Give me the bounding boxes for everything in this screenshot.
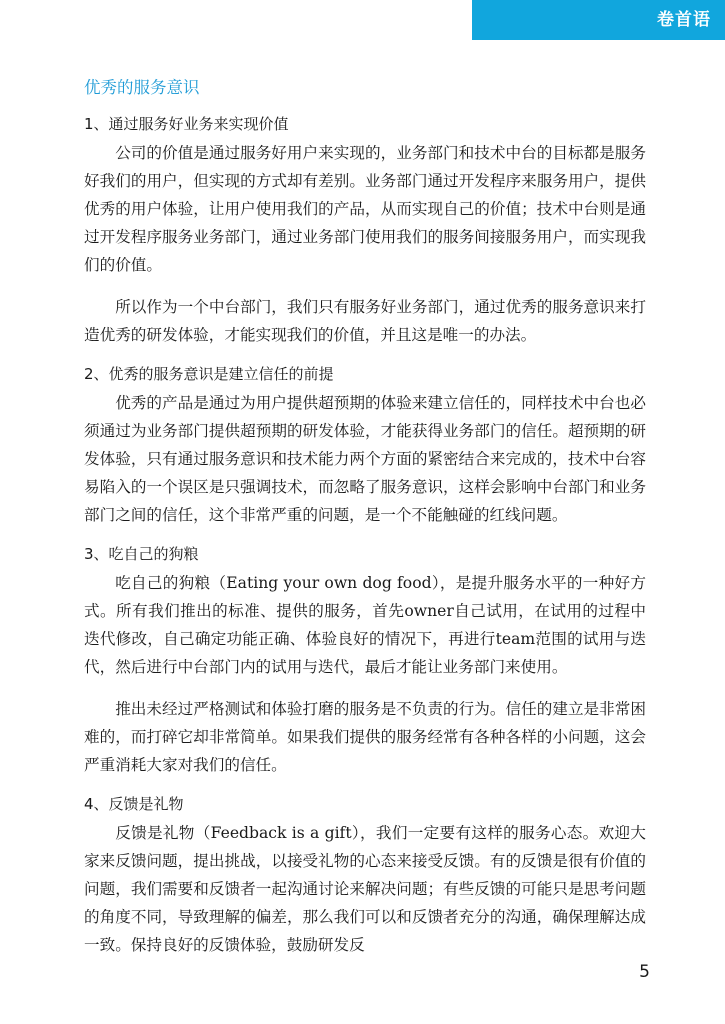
chapter-tab: 卷首语 [472,0,725,40]
subsection-1 [84,112,646,349]
paragraph: 所以作为一个中台部门，我们只有服务好业务部门，通过优秀的服务意识来打造优秀的研发体验，才能实现我们的价值，并且这是唯一的办法。 [84,298,646,344]
subsection-heading: 3、吃自己的狗粮 [84,545,199,563]
section-title: 优秀的服务意识 [84,78,200,97]
page-number: 5 [639,962,650,982]
subsection-3 [84,542,646,779]
subsection-heading: 4、反馈是礼物 [84,795,184,813]
subsection-heading: 1、通过服务好业务来实现价值 [84,115,289,133]
paragraph: 优秀的产品是通过为用户提供超预期的体验来建立信任的，同样技术中台也必须通过为业务部门提供超预期的研发体验，才能获得业务部门的信任。超预期的研发体验，只有通过服务意识和技术能力两个方面的紧密结合来完成的，技术中台容易陷入的一个误区是只强调技术，而忽略了服务意识，这样会影响中台部门和业务部门之间的信任，这个非常严重的问题，是一个不能触碰的红线问题。 [84,394,646,524]
paragraph: 推出未经过严格测试和体验打磨的服务是不负责的行为。信任的建立是非常困难的，而打碎它却非常简单。如果我们提供的服务经常有各种各样的小问题，这会严重消耗大家对我们的信任。 [84,700,646,774]
subsection-2 [84,362,646,529]
paragraph: 吃自己的狗粮（Eating your own dog food），是提升服务水平的一种好方式。所有我们推出的标准、提供的服务，首先owner自己试用，在试用的过程中迭代修改，自己确定功能正确、体验良好的情况下，再进行team范围的试用与迭代，然后进行中台部门内的试用与迭代，最后才能让业务部门来使用。 [84,574,646,676]
subsection-heading: 2、优秀的服务意识是建立信任的前提 [84,365,334,383]
article-body [84,76,646,959]
paragraph: 公司的价值是通过服务好用户来实现的，业务部门和技术中台的目标都是服务好我们的用户，但实现的方式却有差别。业务部门通过开发程序来服务用户，提供优秀的用户体验，让用户使用我们的产品，从而实现自己的价值；技术中台则是通过开发程序服务业务部门，通过业务部门使用我们的服务间接服务用户，而实现我们的价值。 [84,144,646,274]
paragraph: 反馈是礼物（Feedback is a gift），我们一定要有这样的服务心态。欢迎大家来反馈问题，提出挑战，以接受礼物的心态来接受反馈。有的反馈是很有价值的问题，我们需要和反馈者一起沟通讨论来解决问题；有些反馈的可能只是思考问题的角度不同，导致理解的偏差，那么我们可以和反馈者充分的沟通，确保理解达成一致。保持良好的反馈体验，鼓励研发反 [84,824,646,954]
subsection-4 [84,792,646,959]
